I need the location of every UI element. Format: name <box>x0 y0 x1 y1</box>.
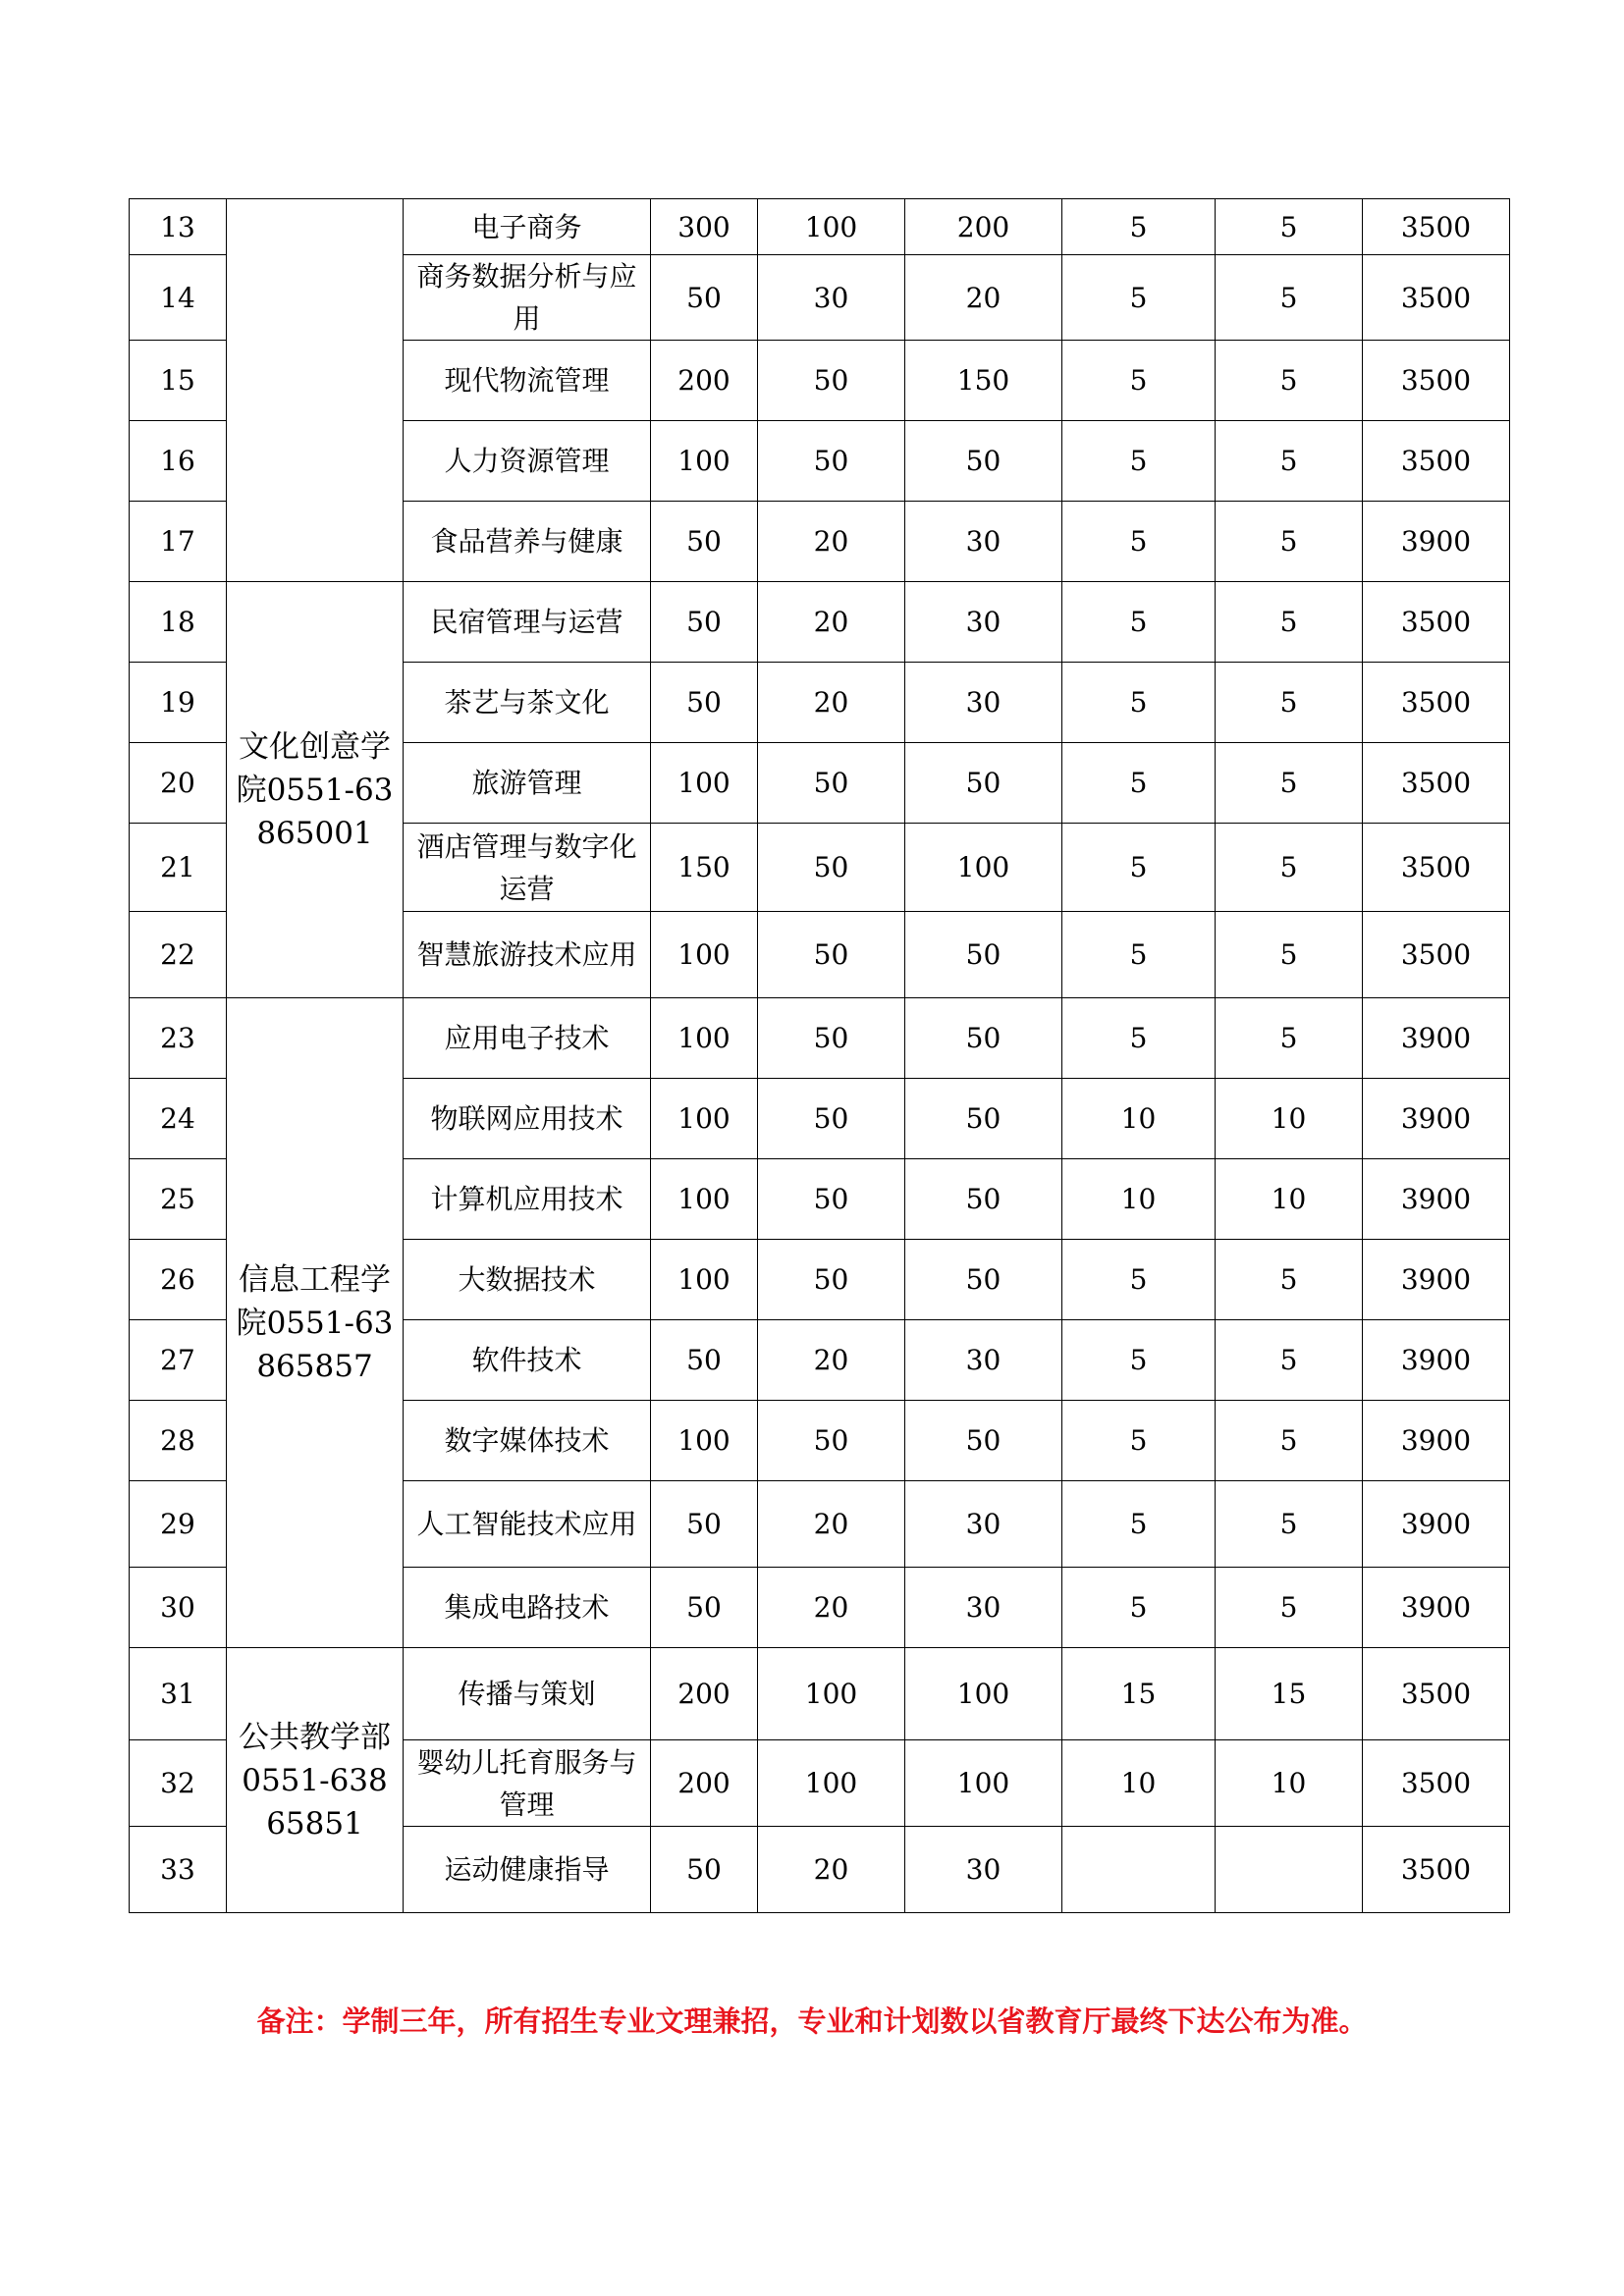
plan-col4-cell: 5 <box>1216 582 1363 663</box>
plan-col3-cell: 10 <box>1062 1079 1216 1159</box>
plan-total-cell: 300 <box>651 199 758 255</box>
plan-col4-cell: 15 <box>1216 1648 1363 1740</box>
plan-col2-cell: 30 <box>905 663 1062 743</box>
plan-col4-cell: 5 <box>1216 421 1363 502</box>
row-number-cell: 14 <box>130 255 227 341</box>
plan-total-cell: 100 <box>651 912 758 998</box>
plan-col3-cell: 10 <box>1062 1740 1216 1827</box>
fee-cell: 3500 <box>1363 582 1510 663</box>
department-cell: 文化创意学院0551-63865001 <box>227 582 404 998</box>
row-number-cell: 28 <box>130 1401 227 1481</box>
table-row <box>130 998 1510 1079</box>
row-number-cell: 24 <box>130 1079 227 1159</box>
plan-col4-cell: 5 <box>1216 341 1363 421</box>
fee-cell: 3500 <box>1363 912 1510 998</box>
fee-cell: 3500 <box>1363 1648 1510 1740</box>
plan-col1-cell: 50 <box>758 1240 905 1320</box>
major-name-cell: 酒店管理与数字化运营 <box>404 824 651 912</box>
major-name-cell: 大数据技术 <box>404 1240 651 1320</box>
plan-total-cell: 50 <box>651 1827 758 1913</box>
row-number-cell: 27 <box>130 1320 227 1401</box>
plan-col3-cell: 5 <box>1062 582 1216 663</box>
row-number-cell: 16 <box>130 421 227 502</box>
plan-col4-cell: 5 <box>1216 1481 1363 1568</box>
plan-col2-cell: 50 <box>905 1079 1062 1159</box>
plan-col1-cell: 50 <box>758 1159 905 1240</box>
fee-cell: 3500 <box>1363 663 1510 743</box>
plan-col1-cell: 20 <box>758 1568 905 1648</box>
fee-cell: 3500 <box>1363 255 1510 341</box>
fee-cell: 3900 <box>1363 1240 1510 1320</box>
row-number-cell: 15 <box>130 341 227 421</box>
plan-col4-cell <box>1216 1827 1363 1913</box>
plan-col3-cell: 5 <box>1062 1481 1216 1568</box>
plan-col3-cell <box>1062 1827 1216 1913</box>
row-number-cell: 21 <box>130 824 227 912</box>
plan-col2-cell: 30 <box>905 1827 1062 1913</box>
plan-col1-cell: 20 <box>758 1827 905 1913</box>
major-name-cell: 物联网应用技术 <box>404 1079 651 1159</box>
plan-col3-cell: 5 <box>1062 1240 1216 1320</box>
plan-total-cell: 100 <box>651 1079 758 1159</box>
plan-col1-cell: 20 <box>758 663 905 743</box>
plan-col4-cell: 5 <box>1216 824 1363 912</box>
plan-col2-cell: 30 <box>905 582 1062 663</box>
major-name-cell: 软件技术 <box>404 1320 651 1401</box>
fee-cell: 3900 <box>1363 1401 1510 1481</box>
plan-col1-cell: 50 <box>758 341 905 421</box>
major-name-cell: 人力资源管理 <box>404 421 651 502</box>
plan-col2-cell: 20 <box>905 255 1062 341</box>
plan-col1-cell: 50 <box>758 421 905 502</box>
plan-col2-cell: 50 <box>905 421 1062 502</box>
row-number-cell: 31 <box>130 1648 227 1740</box>
plan-total-cell: 100 <box>651 743 758 824</box>
row-number-cell: 29 <box>130 1481 227 1568</box>
fee-cell: 3500 <box>1363 341 1510 421</box>
plan-col3-cell: 5 <box>1062 824 1216 912</box>
major-name-cell: 智慧旅游技术应用 <box>404 912 651 998</box>
plan-col2-cell: 30 <box>905 1568 1062 1648</box>
row-number-cell: 23 <box>130 998 227 1079</box>
row-number-cell: 25 <box>130 1159 227 1240</box>
fee-cell: 3500 <box>1363 824 1510 912</box>
plan-col3-cell: 5 <box>1062 421 1216 502</box>
major-name-cell: 商务数据分析与应用 <box>404 255 651 341</box>
plan-total-cell: 50 <box>651 255 758 341</box>
fee-cell: 3900 <box>1363 1481 1510 1568</box>
plan-col2-cell: 30 <box>905 1481 1062 1568</box>
fee-cell: 3500 <box>1363 1827 1510 1913</box>
plan-col2-cell: 50 <box>905 998 1062 1079</box>
department-cell: 公共教学部0551-63865851 <box>227 1648 404 1913</box>
table-body <box>130 199 1510 1913</box>
plan-col3-cell: 5 <box>1062 1568 1216 1648</box>
enrollment-plan-table <box>129 198 1510 1913</box>
plan-col3-cell: 5 <box>1062 998 1216 1079</box>
plan-col2-cell: 150 <box>905 341 1062 421</box>
plan-col4-cell: 5 <box>1216 1401 1363 1481</box>
row-number-cell: 20 <box>130 743 227 824</box>
plan-col4-cell: 5 <box>1216 912 1363 998</box>
major-name-cell: 现代物流管理 <box>404 341 651 421</box>
department-cell <box>227 199 404 582</box>
plan-total-cell: 50 <box>651 1481 758 1568</box>
fee-cell: 3900 <box>1363 998 1510 1079</box>
plan-col2-cell: 100 <box>905 1648 1062 1740</box>
plan-total-cell: 50 <box>651 1568 758 1648</box>
row-number-cell: 26 <box>130 1240 227 1320</box>
plan-col4-cell: 5 <box>1216 1320 1363 1401</box>
plan-col1-cell: 50 <box>758 1401 905 1481</box>
plan-total-cell: 100 <box>651 1401 758 1481</box>
major-name-cell: 茶艺与茶文化 <box>404 663 651 743</box>
plan-total-cell: 50 <box>651 1320 758 1401</box>
plan-col3-cell: 5 <box>1062 502 1216 582</box>
plan-col1-cell: 50 <box>758 743 905 824</box>
plan-col2-cell: 30 <box>905 1320 1062 1401</box>
plan-col1-cell: 30 <box>758 255 905 341</box>
plan-col3-cell: 5 <box>1062 199 1216 255</box>
plan-col2-cell: 50 <box>905 743 1062 824</box>
major-name-cell: 旅游管理 <box>404 743 651 824</box>
fee-cell: 3500 <box>1363 199 1510 255</box>
major-name-cell: 传播与策划 <box>404 1648 651 1740</box>
table-row <box>130 1648 1510 1740</box>
plan-col1-cell: 50 <box>758 998 905 1079</box>
plan-total-cell: 200 <box>651 341 758 421</box>
plan-col1-cell: 20 <box>758 1481 905 1568</box>
plan-col1-cell: 20 <box>758 1320 905 1401</box>
major-name-cell: 运动健康指导 <box>404 1827 651 1913</box>
plan-total-cell: 50 <box>651 582 758 663</box>
major-name-cell: 计算机应用技术 <box>404 1159 651 1240</box>
plan-col1-cell: 20 <box>758 582 905 663</box>
plan-col1-cell: 100 <box>758 1740 905 1827</box>
plan-col2-cell: 50 <box>905 1240 1062 1320</box>
row-number-cell: 13 <box>130 199 227 255</box>
plan-total-cell: 100 <box>651 1159 758 1240</box>
plan-total-cell: 100 <box>651 1240 758 1320</box>
plan-col4-cell: 5 <box>1216 255 1363 341</box>
plan-col2-cell: 200 <box>905 199 1062 255</box>
plan-col4-cell: 5 <box>1216 1568 1363 1648</box>
plan-total-cell: 100 <box>651 998 758 1079</box>
department-cell: 信息工程学院0551-63865857 <box>227 998 404 1648</box>
plan-col2-cell: 50 <box>905 1159 1062 1240</box>
plan-col3-cell: 15 <box>1062 1648 1216 1740</box>
plan-col2-cell: 100 <box>905 1740 1062 1827</box>
major-name-cell: 集成电路技术 <box>404 1568 651 1648</box>
major-name-cell: 婴幼儿托育服务与管理 <box>404 1740 651 1827</box>
plan-col3-cell: 5 <box>1062 1401 1216 1481</box>
plan-col1-cell: 20 <box>758 502 905 582</box>
plan-total-cell: 50 <box>651 663 758 743</box>
plan-col3-cell: 5 <box>1062 663 1216 743</box>
plan-col1-cell: 50 <box>758 824 905 912</box>
plan-col3-cell: 5 <box>1062 341 1216 421</box>
table-row <box>130 582 1510 663</box>
plan-col4-cell: 5 <box>1216 502 1363 582</box>
fee-cell: 3500 <box>1363 421 1510 502</box>
plan-col3-cell: 5 <box>1062 743 1216 824</box>
fee-cell: 3900 <box>1363 1159 1510 1240</box>
fee-cell: 3900 <box>1363 502 1510 582</box>
major-name-cell: 食品营养与健康 <box>404 502 651 582</box>
fee-cell: 3500 <box>1363 1740 1510 1827</box>
major-name-cell: 人工智能技术应用 <box>404 1481 651 1568</box>
plan-col4-cell: 10 <box>1216 1079 1363 1159</box>
footnote: 备注：学制三年，所有招生专业文理兼招，专业和计划数以省教育厅最终下达公布为准。 <box>256 2004 1368 2038</box>
plan-col1-cell: 100 <box>758 199 905 255</box>
row-number-cell: 17 <box>130 502 227 582</box>
plan-total-cell: 50 <box>651 502 758 582</box>
plan-col3-cell: 5 <box>1062 255 1216 341</box>
row-number-cell: 19 <box>130 663 227 743</box>
row-number-cell: 33 <box>130 1827 227 1913</box>
major-name-cell: 电子商务 <box>404 199 651 255</box>
plan-col4-cell: 5 <box>1216 998 1363 1079</box>
fee-cell: 3900 <box>1363 1079 1510 1159</box>
major-name-cell: 应用电子技术 <box>404 998 651 1079</box>
plan-total-cell: 200 <box>651 1740 758 1827</box>
row-number-cell: 32 <box>130 1740 227 1827</box>
plan-total-cell: 200 <box>651 1648 758 1740</box>
plan-col2-cell: 30 <box>905 502 1062 582</box>
plan-col1-cell: 50 <box>758 912 905 998</box>
plan-col1-cell: 50 <box>758 1079 905 1159</box>
table-row <box>130 199 1510 255</box>
plan-col3-cell: 10 <box>1062 1159 1216 1240</box>
fee-cell: 3500 <box>1363 743 1510 824</box>
plan-total-cell: 100 <box>651 421 758 502</box>
plan-col4-cell: 5 <box>1216 743 1363 824</box>
major-name-cell: 数字媒体技术 <box>404 1401 651 1481</box>
row-number-cell: 22 <box>130 912 227 998</box>
plan-col3-cell: 5 <box>1062 1320 1216 1401</box>
plan-col4-cell: 10 <box>1216 1740 1363 1827</box>
plan-col2-cell: 50 <box>905 912 1062 998</box>
plan-col4-cell: 5 <box>1216 1240 1363 1320</box>
plan-total-cell: 150 <box>651 824 758 912</box>
plan-col2-cell: 100 <box>905 824 1062 912</box>
fee-cell: 3900 <box>1363 1568 1510 1648</box>
plan-col4-cell: 5 <box>1216 199 1363 255</box>
plan-col3-cell: 5 <box>1062 912 1216 998</box>
plan-col4-cell: 5 <box>1216 663 1363 743</box>
plan-col2-cell: 50 <box>905 1401 1062 1481</box>
plan-col4-cell: 10 <box>1216 1159 1363 1240</box>
row-number-cell: 30 <box>130 1568 227 1648</box>
major-name-cell: 民宿管理与运营 <box>404 582 651 663</box>
plan-col1-cell: 100 <box>758 1648 905 1740</box>
fee-cell: 3900 <box>1363 1320 1510 1401</box>
row-number-cell: 18 <box>130 582 227 663</box>
